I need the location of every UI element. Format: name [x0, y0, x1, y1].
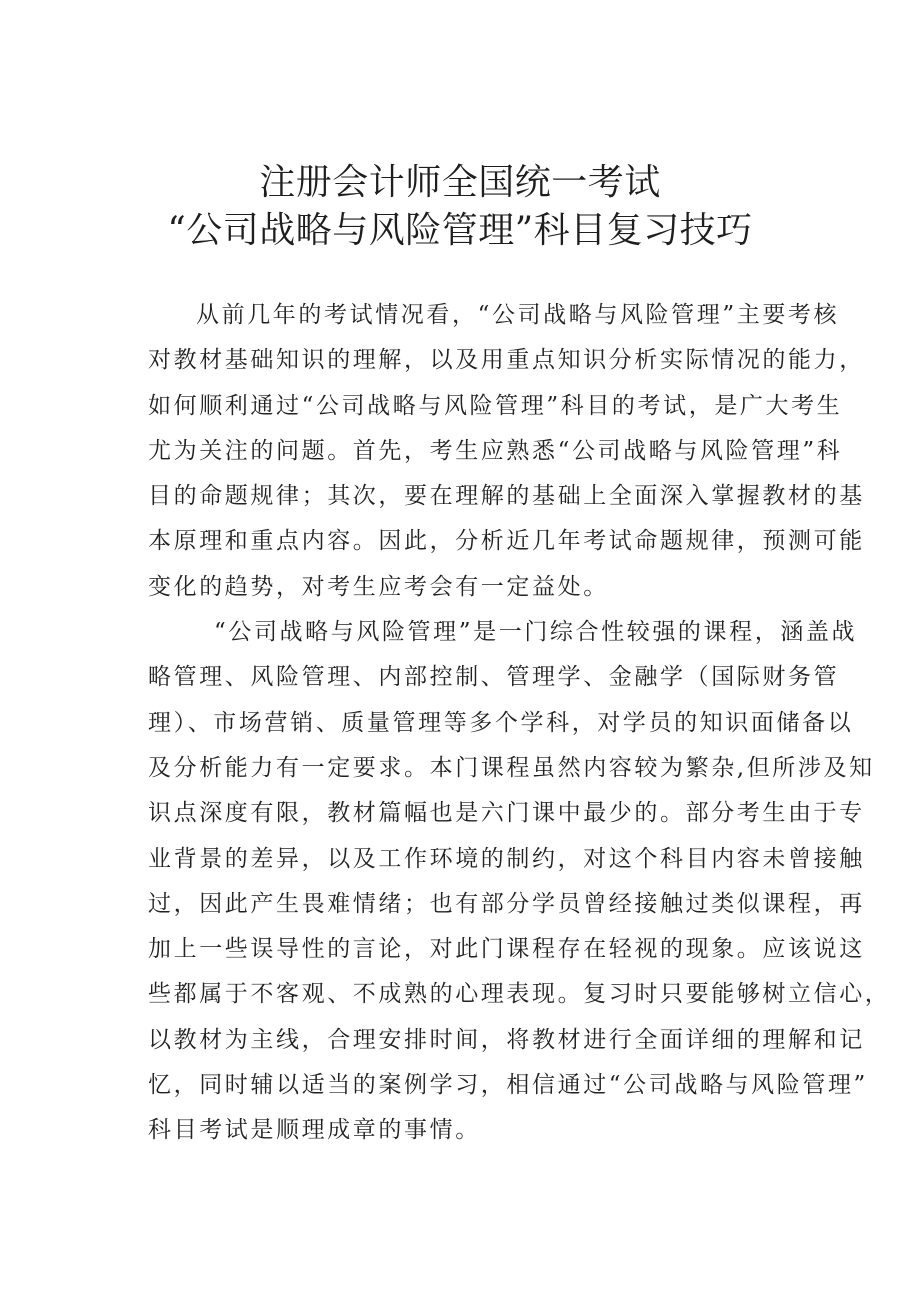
title-line-1: 注册会计师全国统一考试 [259, 162, 661, 203]
paragraph-line: 业背景的差异，以及工作环境的制约，对这个科目内容未曾接触 [148, 845, 865, 872]
paragraph-1 [148, 293, 865, 610]
paragraph-line: 过，因此产生畏难情绪；也有部分学员曾经接触过类似课程，再 [148, 890, 865, 917]
document-body [148, 293, 891, 1154]
title-line-2: “公司战略与风险管理”科目复习技巧 [167, 210, 753, 251]
paragraph-line: 理）、市场营销、质量管理等多个学科，对学员的知识面储备以 [148, 709, 854, 736]
paragraph-line: 略管理、风险管理、内部控制、管理学、金融学（国际财务管 [148, 664, 840, 691]
paragraph-line: 加上一些误导性的言论，对此门课程存在轻视的现象。应该说这 [148, 936, 865, 963]
paragraph-line: 科目考试是顺理成章的事情。 [148, 1117, 481, 1144]
paragraph-line: 些都属于不客观、不成熟的心理表现。复习时只要能够树立信心， [148, 981, 891, 1008]
paragraph-line: 识点深度有限，教材篇幅也是六门课中最少的。部分考生由于专 [148, 800, 865, 827]
paragraph-line: 对教材基础知识的理解，以及用重点知识分析实际情况的能力， [148, 347, 865, 374]
paragraph-line: 以教材为主线，合理安排时间，将教材进行全面详细的理解和记 [148, 1026, 865, 1053]
paragraph-line: 本原理和重点内容。因此，分析近几年考试命题规律，预测可能 [148, 528, 865, 555]
paragraph-line: 忆，同时辅以适当的案例学习，相信通过“公司战略与风险管理” [148, 1072, 868, 1099]
paragraph-line: 目的命题规律；其次，要在理解的基础上全面深入掌握教材的基 [148, 483, 865, 510]
paragraph-line: 如何顺利通过“公司战略与风险管理”科目的考试，是广大考生 [148, 392, 843, 419]
paragraph-2 [148, 610, 891, 1154]
paragraph-line: 从前几年的考试情况看，“公司战略与风险管理”主要考核 [196, 302, 840, 328]
paragraph-line: “公司战略与风险管理”是一门综合性较强的课程，涵盖战 [214, 619, 858, 646]
paragraph-line: 尤为关注的问题。首先，考生应熟悉“公司战略与风险管理”科 [148, 437, 843, 464]
document-title [0, 158, 920, 256]
paragraph-line: 变化的趋势，对考生应考会有一定益处。 [148, 573, 609, 600]
paragraph-line: 及分析能力有一定要求。本门课程虽然内容较为繁杂,但所涉及知 [148, 754, 875, 781]
